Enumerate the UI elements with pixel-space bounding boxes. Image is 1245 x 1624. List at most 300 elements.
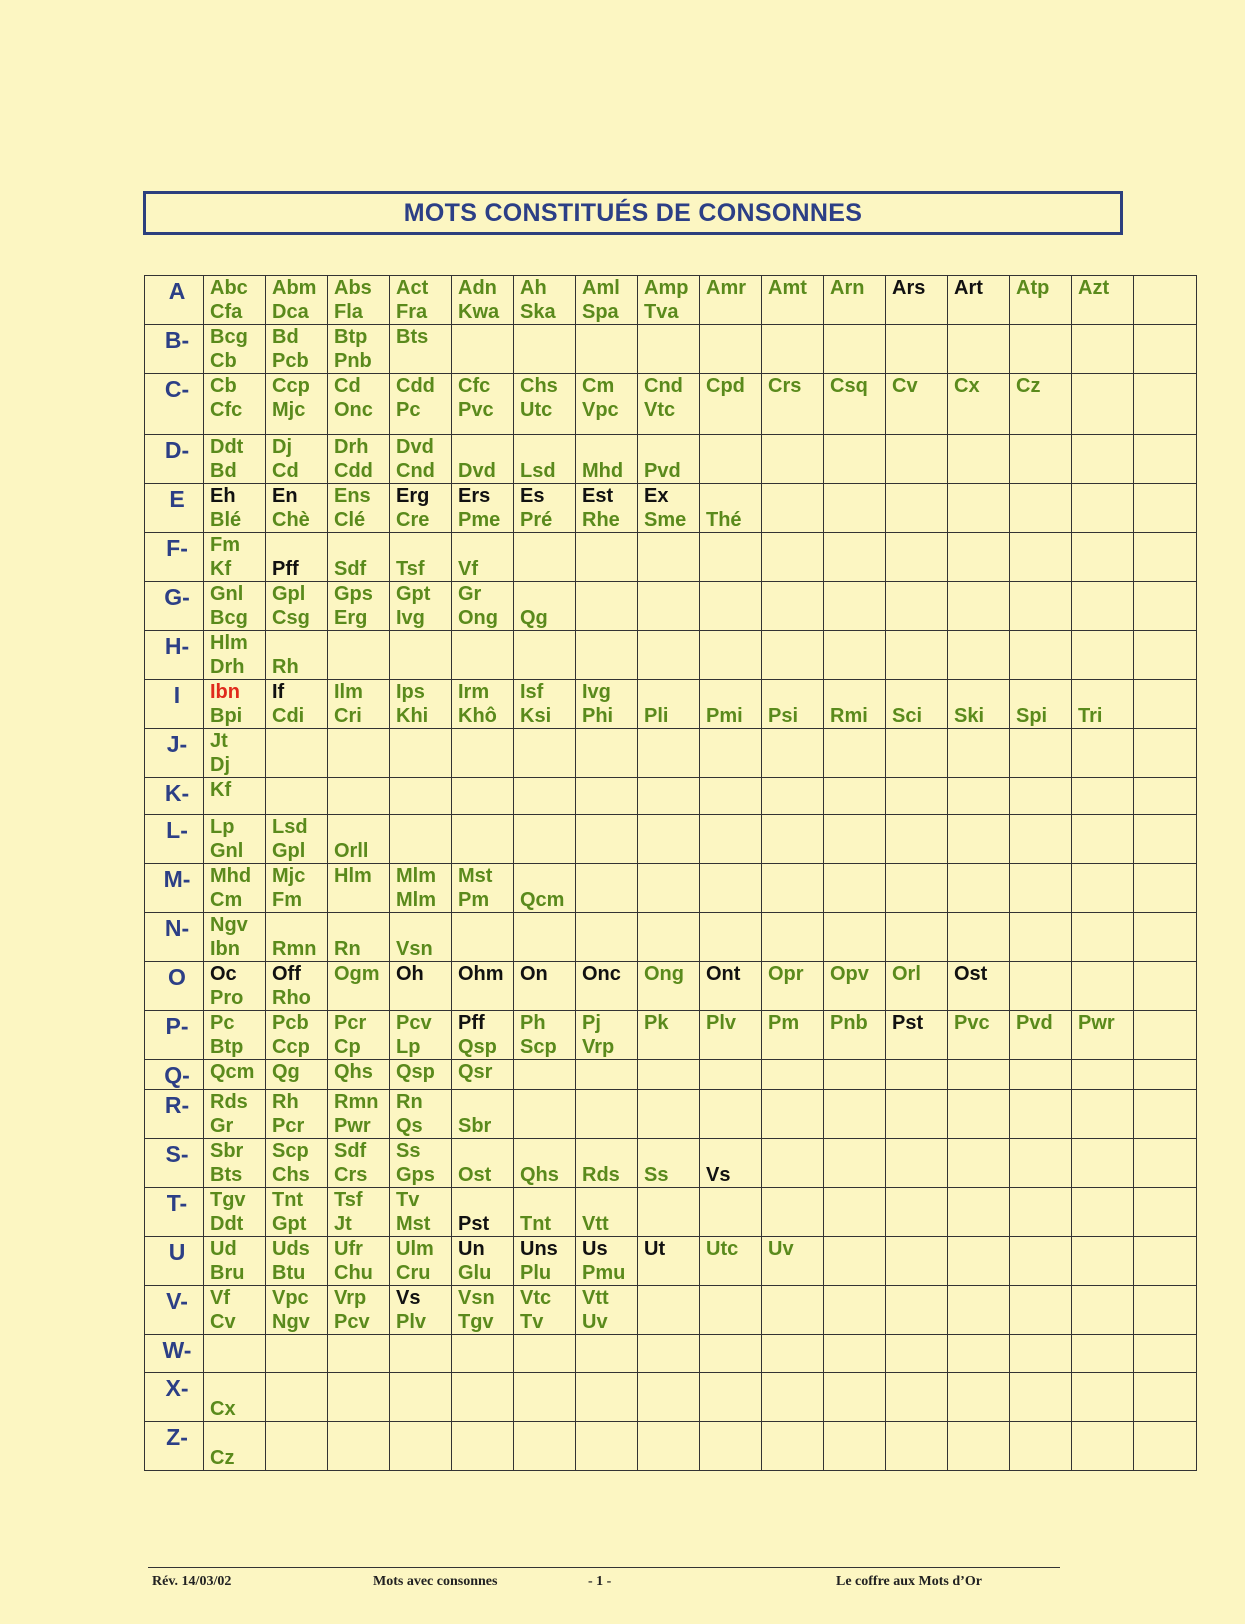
word: Act [396,277,429,299]
word-cell [762,533,824,582]
word-cell [638,435,700,484]
word: Thé [706,509,742,531]
word: Orll [334,840,369,862]
word: Vrp [582,1036,615,1058]
word: Bru [210,1262,245,1284]
word-cell [328,1373,390,1422]
word-cell [700,1188,762,1237]
word-cell [204,1286,266,1335]
table-row [145,435,1197,484]
word: Vtc [520,1287,552,1309]
word: Chs [520,375,558,397]
word-cell [1134,1011,1197,1060]
word-cell [824,1139,886,1188]
word: Ss [644,1164,669,1186]
word-cell [1010,1060,1072,1090]
word-cell [1134,1090,1197,1139]
row-letter-cell [145,1286,204,1335]
word: Qhs [334,1061,373,1083]
word-cell [824,864,886,913]
table-row [145,1422,1197,1471]
word: Tv [520,1311,544,1333]
word: Bd [210,460,237,482]
word-cell [514,1237,576,1286]
word: Dj [210,754,230,776]
word-cell [824,484,886,533]
word: Lsd [272,816,308,838]
word-cell [514,533,576,582]
word: Orl [892,963,921,985]
word: Hlm [334,865,372,887]
word-cell [1134,1373,1197,1422]
word: Cd [334,375,361,397]
word-cell [390,729,452,778]
word: Ss [396,1140,421,1162]
word-cell [390,1139,452,1188]
word: Mlm [396,865,436,887]
word: Cz [210,1447,235,1469]
word-cell [886,533,948,582]
word-cell [824,374,886,435]
word-cell [948,1060,1010,1090]
word: Pcb [272,350,309,372]
word-cell [886,582,948,631]
word: Ngv [210,914,248,936]
word-cell [266,1011,328,1060]
word [706,1139,761,1163]
word-cell [266,913,328,962]
word: Bd [272,326,299,348]
word: Ska [520,301,556,323]
word-cell [762,729,824,778]
word-cell [638,778,700,815]
word-cell [452,1286,514,1335]
word-cell [1134,325,1197,374]
word-cell [762,1286,824,1335]
word-cell [762,1060,824,1090]
word: Abs [334,277,372,299]
word [520,582,575,606]
word: Qg [272,1061,300,1083]
word: Gnl [210,583,244,605]
word-cell [762,680,824,729]
word-cell [762,1139,824,1188]
word-cell [514,374,576,435]
word-cell [1010,631,1072,680]
word: Fm [210,534,240,556]
table-row [145,1011,1197,1060]
word: Cdd [396,375,435,397]
word-cell [1010,276,1072,325]
word [582,435,637,459]
word-cell [700,778,762,815]
word-cell [948,435,1010,484]
word-cell [266,582,328,631]
word-cell [638,913,700,962]
word-cell [700,484,762,533]
word: Abc [210,277,248,299]
word: Crs [334,1164,368,1186]
row-letter: L- [166,817,188,843]
word-cell [824,276,886,325]
word-cell [204,1090,266,1139]
word-cell [1010,913,1072,962]
word: Pré [520,509,553,531]
word-cell [762,582,824,631]
row-letter-cell [145,1139,204,1188]
word-cell [576,778,638,815]
row-letter: J- [166,731,188,757]
word-cell [1010,435,1072,484]
word: Sme [644,509,687,531]
word [210,1422,265,1446]
word-cell [638,582,700,631]
word: Us [582,1238,608,1260]
word-cell [886,962,948,1011]
word-cell [328,1286,390,1335]
word-cell [204,1422,266,1471]
word: Cri [334,705,362,727]
word: Gr [458,583,482,605]
word-cell [700,1422,762,1471]
word: Ud [210,1238,237,1260]
word-cell [638,484,700,533]
word-cell [824,1188,886,1237]
word: Qsp [458,1036,497,1058]
word: Amp [644,277,689,299]
word: Cm [210,889,243,911]
word [272,913,327,937]
row-letter-cell [145,374,204,435]
word: Pnb [830,1012,868,1034]
word: Phi [582,705,614,727]
word-cell [1072,864,1134,913]
word: Lp [396,1036,421,1058]
word-cell [1072,631,1134,680]
word-cell [204,1373,266,1422]
word: Onc [334,399,373,421]
word [954,680,1009,704]
word-cell [1072,484,1134,533]
word [644,680,699,704]
word-cell [700,374,762,435]
word: En [272,485,298,507]
word: Mst [396,1213,431,1235]
word-cell [390,1188,452,1237]
word [520,1188,575,1212]
word-cell [452,913,514,962]
word-cell [1134,1335,1197,1373]
word-cell [700,1011,762,1060]
word-cell [514,962,576,1011]
row-letter-cell [145,276,204,325]
word: Lsd [520,460,556,482]
word-cell [390,1422,452,1471]
word: Ddt [210,1213,244,1235]
word-cell [514,1373,576,1422]
word: Ah [520,277,547,299]
word-cell [700,1090,762,1139]
word-cell [762,778,824,815]
word-cell [204,484,266,533]
word: Pm [458,889,490,911]
word: Scp [272,1140,309,1162]
word-cell [576,913,638,962]
table-row [145,325,1197,374]
word-cell [638,962,700,1011]
word-cell [1010,325,1072,374]
word-cell [452,1011,514,1060]
word-cell [948,374,1010,435]
word-cell [1072,1335,1134,1373]
word [334,913,389,937]
word-cell [762,374,824,435]
word-cell [514,778,576,815]
word-cell [1010,1286,1072,1335]
word-cell [514,1011,576,1060]
word [458,435,513,459]
word-cell [700,864,762,913]
word: Spi [1016,705,1048,727]
word [334,815,389,839]
word: Cfc [458,375,491,397]
word: Uv [768,1238,794,1260]
word: Ngv [272,1311,310,1333]
word-cell [204,1335,266,1373]
word-cell [886,1237,948,1286]
word: Btp [334,326,368,348]
word: Qcm [210,1061,255,1083]
word: Cx [954,375,980,397]
row-letter: I [173,682,181,708]
word-cell [266,1237,328,1286]
word-cell [638,1090,700,1139]
word: Rds [582,1164,620,1186]
word [892,680,947,704]
table-row [145,680,1197,729]
row-letter: K- [164,780,190,806]
table-row [145,1237,1197,1286]
word: Mhd [582,460,624,482]
word-cell [390,778,452,815]
word-cell [204,435,266,484]
word-cell [700,631,762,680]
word-cell [390,276,452,325]
word-cell [204,815,266,864]
word-cell [1010,778,1072,815]
word-cell [328,815,390,864]
word: Rh [272,1091,299,1113]
word: Dvd [458,460,496,482]
word: Kf [210,558,232,580]
word: Spa [582,301,619,323]
word-cell [886,1090,948,1139]
word [644,1139,699,1163]
word-cell [514,815,576,864]
word-cell [886,913,948,962]
word-cell [1072,325,1134,374]
word-cell [390,374,452,435]
word: Ph [520,1012,546,1034]
word-cell [514,1422,576,1471]
table-row [145,1188,1197,1237]
word-cell [948,325,1010,374]
table-row [145,1090,1197,1139]
word-cell [204,1060,266,1090]
word: Un [458,1238,485,1260]
word-cell [948,484,1010,533]
word: Vtt [582,1213,609,1235]
word-cell [824,913,886,962]
word-cell [266,533,328,582]
word-cell [452,729,514,778]
word: Drh [334,436,369,458]
word-cell [700,1060,762,1090]
word: Gpt [396,583,431,605]
row-letter-cell [145,729,204,778]
word-cell [204,778,266,815]
row-letter: P- [165,1013,189,1039]
word-cell [576,962,638,1011]
word: Gpl [272,583,306,605]
word: Vpc [582,399,619,421]
word [1078,680,1133,704]
word: Plv [706,1012,737,1034]
word-cell [886,1373,948,1422]
word: Csg [272,607,310,629]
row-letter: E [169,486,185,512]
word-cell [390,1335,452,1373]
word: Sdf [334,558,367,580]
word-cell [886,484,948,533]
word-cell [266,815,328,864]
word: Rh [272,656,299,678]
word-cell [576,1237,638,1286]
word: Khi [396,705,429,727]
word-cell [762,276,824,325]
row-letter: O [168,964,186,990]
word-cell [266,484,328,533]
word-cell [576,1188,638,1237]
word: Gnl [210,840,244,862]
word-cell [1134,1060,1197,1090]
word: Bts [210,1164,243,1186]
word: Cp [334,1036,361,1058]
word: Pmu [582,1262,626,1284]
word: Cnd [644,375,683,397]
word: Vtc [644,399,676,421]
word: Erg [396,485,430,507]
row-letter: N- [164,915,190,941]
word-cell [700,962,762,1011]
word-cell [1072,533,1134,582]
word-cell [328,778,390,815]
word: Tgv [210,1189,246,1211]
word-cell [204,1139,266,1188]
word-cell [328,1335,390,1373]
word-cell [1010,1139,1072,1188]
word-cell [514,1286,576,1335]
word [396,533,451,557]
word-cell [762,631,824,680]
word-cell [1072,435,1134,484]
word-cell [1072,1188,1134,1237]
word-cell [514,729,576,778]
word: Mst [458,865,493,887]
row-letter: W- [162,1337,192,1363]
word-cell [452,1060,514,1090]
word: Cb [210,350,237,372]
word-cell [762,1373,824,1422]
word-cell [452,815,514,864]
row-letter: F- [166,535,188,561]
table-row [145,484,1197,533]
word-cell [948,276,1010,325]
word: Jt [210,730,228,752]
word [520,864,575,888]
footer-rule [148,1567,1060,1568]
table-row [145,374,1197,435]
word-cell [204,864,266,913]
word-cell [328,962,390,1011]
word-cell [1072,1286,1134,1335]
word-cell [824,533,886,582]
word-cell [576,1422,638,1471]
word [272,533,327,557]
word-cell [948,815,1010,864]
word-cell [576,1011,638,1060]
word: Aml [582,277,620,299]
word-cell [886,1060,948,1090]
word-cell [204,729,266,778]
word: Chè [272,509,310,531]
row-letter-cell [145,1188,204,1237]
word-cell [886,1286,948,1335]
word: Btu [272,1262,306,1284]
word-cell [948,1286,1010,1335]
word-cell [328,325,390,374]
word-cell [886,276,948,325]
word-cell [762,1237,824,1286]
word-cell [1072,1011,1134,1060]
word: Cnd [396,460,435,482]
word-cell [1134,276,1197,325]
word-cell [576,484,638,533]
row-letter: A [168,278,186,304]
word-cell [514,864,576,913]
word-cell [638,631,700,680]
row-letter: M- [163,866,191,892]
word-cell [266,1373,328,1422]
word-cell [576,864,638,913]
word: Cdi [272,705,305,727]
word-cell [1010,1422,1072,1471]
word: Fm [272,889,302,911]
word-cell [824,1373,886,1422]
word-cell [824,962,886,1011]
word-cell [266,1139,328,1188]
word-cell [638,680,700,729]
table-row [145,1286,1197,1335]
word: Uns [520,1238,558,1260]
word: Ski [954,705,985,727]
word-cell [204,1011,266,1060]
row-letter-cell [145,1060,204,1090]
word: Rmi [830,705,868,727]
word-cell [638,374,700,435]
word-cell [1072,1373,1134,1422]
word: Bts [396,326,429,348]
